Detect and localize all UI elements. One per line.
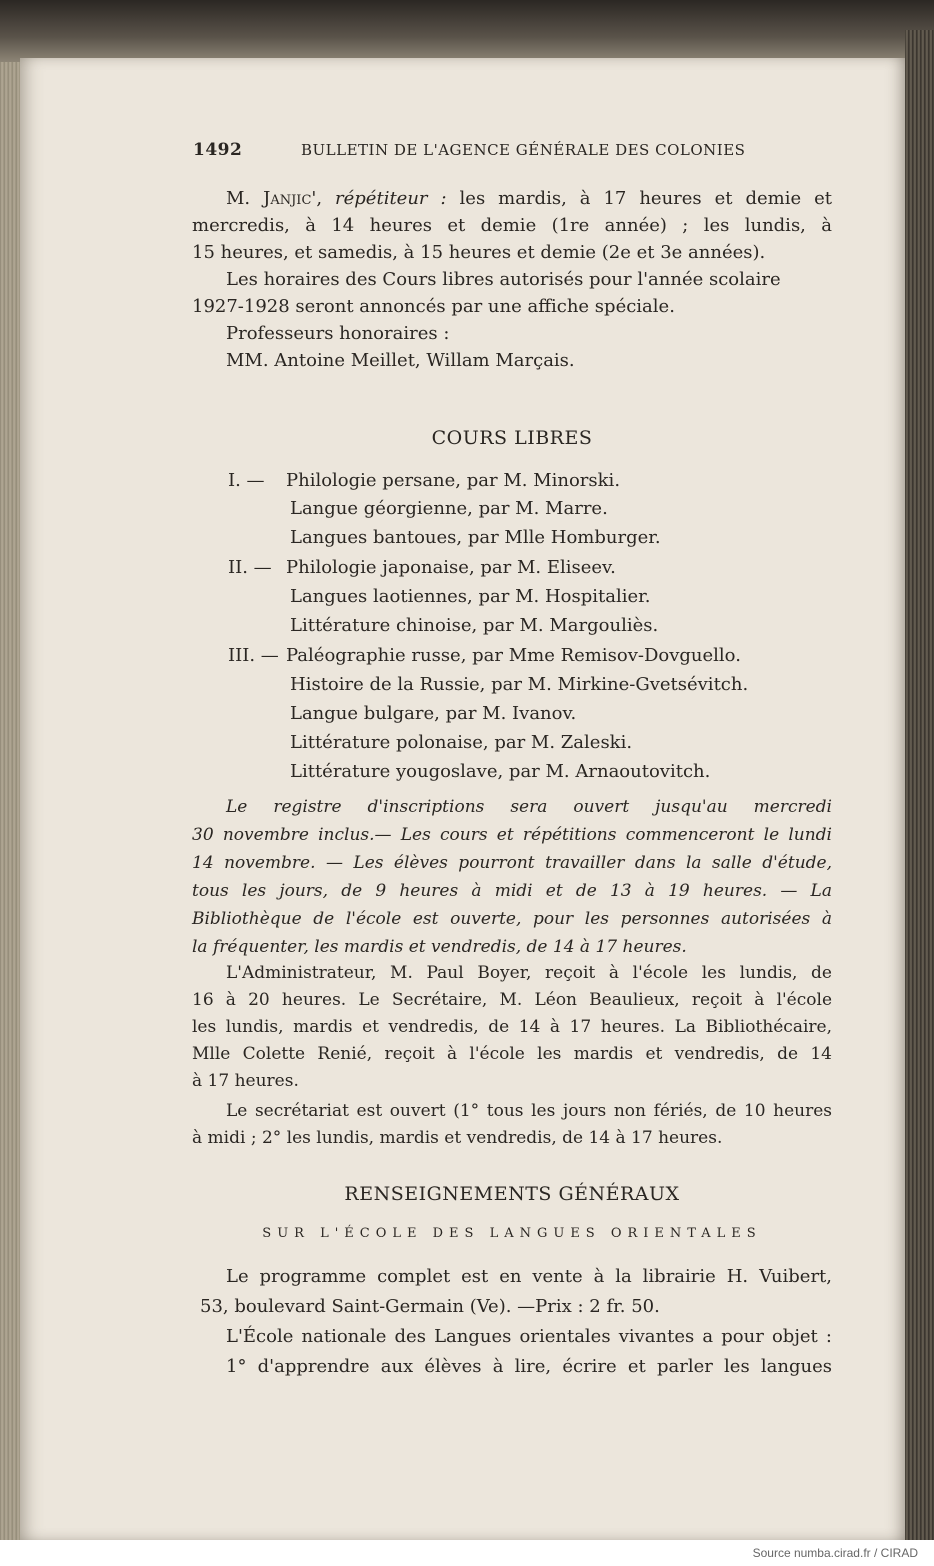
- text-line: les lundis, mardis et vendredis, de 14 à 17 heures. La Bibliothécaire,: [192, 1017, 832, 1037]
- cours-libres-heading: COURS LIBRES: [431, 427, 593, 449]
- honoraires-names: MM. Antoine Meillet, Willam Marçais.: [226, 350, 575, 371]
- page-stack-right: [905, 30, 934, 1540]
- text-line: L'Administrateur, M. Paul Boyer, reçoit à l'école les lundis, de: [226, 963, 832, 983]
- course-line: [228, 557, 616, 578]
- text-line: tous les jours, de 9 heures à midi et de 13 à 19 heures. — La: [192, 881, 832, 901]
- renseignements-subheading: SUR L'ÉCOLE DES LANGUES ORIENTALES: [262, 1226, 762, 1241]
- text-span: les mardis, à 17 heures et demie et: [459, 188, 832, 209]
- course-line: Littérature chinoise, par M. Margouliès.: [290, 615, 659, 636]
- honoraires-label: Professeurs honoraires :: [226, 323, 450, 344]
- course-line: Littérature yougoslave, par M. Arnaoutovitch.: [290, 761, 711, 782]
- text-line: mercredis, à 14 heures et demie (1re année) ; les lundis, à: [192, 215, 832, 236]
- course-text: Paléographie russe, par Mme Remisov-Dovguello.: [286, 645, 741, 666]
- text-line: Les horaires des Cours libres autorisés pour l'année scolaire: [226, 269, 781, 290]
- text-line: la fréquenter, les mardis et vendredis, de 14 à 17 heures.: [192, 937, 687, 957]
- source-credit: Source numba.cirad.fr / CIRAD: [752, 1546, 918, 1560]
- course-line: Littérature polonaise, par M. Zaleski.: [290, 732, 633, 753]
- text-line: 16 à 20 heures. Le Secrétaire, M. Léon Beaulieux, reçoit à l'école: [192, 990, 832, 1010]
- text-line: Mlle Colette Renié, reçoit à l'école les mardis et vendredis, de 14: [192, 1044, 832, 1064]
- administration-paragraph: [192, 960, 832, 1095]
- running-title: BULLETIN DE L'AGENCE GÉNÉRALE DES COLONIES: [301, 141, 746, 159]
- text-line: 1° d'apprendre aux élèves à lire, écrire et parler les langues: [226, 1356, 832, 1377]
- text-line: L'École nationale des Langues orientales vivantes a pour objet :: [226, 1326, 832, 1347]
- course-line: Langue géorgienne, par M. Marre.: [290, 498, 608, 519]
- text-line: à midi ; 2° les lundis, mardis et vendredis, de 14 à 17 heures.: [192, 1128, 723, 1148]
- course-text: Philologie japonaise, par M. Eliseev.: [286, 557, 616, 578]
- secretariat-paragraph: [192, 1098, 832, 1152]
- course-line: Histoire de la Russie, par M. Mirkine-Gvetsévitch.: [290, 674, 749, 695]
- role-label: répétiteur :: [335, 188, 447, 209]
- course-line: Langue bulgare, par M. Ivanov.: [290, 703, 577, 724]
- text-line: 15 heures, et samedis, à 15 heures et demie (2e et 3e années).: [192, 242, 766, 263]
- text-line: Le registre d'inscriptions sera ouvert jusqu'au mercredi: [226, 797, 832, 817]
- text-line: 53, boulevard Saint-Germain (Ve). —Prix : 2 fr. 50.: [200, 1296, 660, 1317]
- registre-paragraph: [192, 793, 832, 961]
- text-line: Le programme complet est en vente à la librairie H. Vuibert,: [226, 1266, 832, 1287]
- page-stack-left: [0, 62, 22, 1540]
- course-line: Langues laotiennes, par M. Hospitalier.: [290, 586, 651, 607]
- course-line: [228, 470, 620, 491]
- text-line: Bibliothèque de l'école est ouverte, pour les personnes autorisées à: [192, 909, 832, 929]
- roman-numeral: II. —: [228, 557, 272, 578]
- roman-numeral: III. —: [228, 645, 279, 666]
- course-line: Langues bantoues, par Mlle Homburger.: [290, 527, 661, 548]
- text-line: 1927-1928 seront annoncés par une affiche spéciale.: [192, 296, 675, 317]
- renseignements-heading: RENSEIGNEMENTS GÉNÉRAUX: [344, 1183, 680, 1205]
- text-line: à 17 heures.: [192, 1071, 299, 1091]
- text-line: M. Janjic', répétiteur : les mardis, à 17 heures et demie et: [226, 188, 832, 209]
- course-text: Philologie persane, par M. Minorski.: [286, 470, 621, 491]
- text-line: Le secrétariat est ouvert (1° tous les jours non fériés, de 10 heures: [226, 1101, 832, 1121]
- person-name: M. Janjic': [226, 188, 317, 209]
- roman-numeral: I. —: [228, 470, 265, 491]
- renseignements-paragraph: [192, 1262, 832, 1382]
- paragraph-janjic: [192, 185, 832, 374]
- text-line: 30 novembre inclus.— Les cours et répétitions commenceront le lundi: [192, 825, 832, 845]
- page-number: 1492: [193, 140, 243, 160]
- course-line: [228, 645, 741, 666]
- text-line: 14 novembre. — Les élèves pourront travailler dans la salle d'étude,: [192, 853, 832, 873]
- book-top-edge: [0, 0, 934, 62]
